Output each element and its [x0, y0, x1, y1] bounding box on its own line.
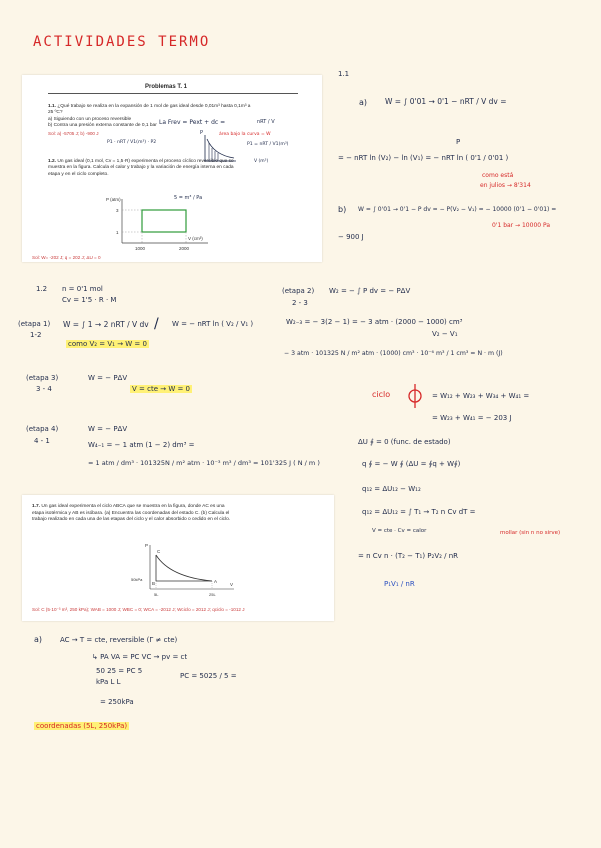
etapa-2-line: W₂₋₃ = − 3(2 − 1) = − 3 atm · (2000 − 1000) cm³ — [286, 318, 463, 326]
note-1-1-a-line2: = − nRT ln (V₂) − ln (V₁) = − nRT ln ( 0'1 / 0'01 ) — [338, 154, 509, 162]
q12-note: mollar (sin n no sirve) — [500, 530, 561, 536]
axis-v: V — [230, 582, 234, 587]
label-c: C — [157, 549, 161, 554]
solution-1-2: Sol: W= -202 J; q = 202 J; ΔU = 0 — [32, 255, 101, 260]
note-1-1-a-label: a) — [359, 98, 368, 107]
note-1-1-a-note2: en julios → 8'314 — [480, 182, 531, 189]
tick-3: 3 — [116, 208, 119, 213]
etapa-3-range: 3 - 4 — [36, 385, 52, 393]
q12-line: q₁₂ = ΔU₁₂ − W₁₂ — [362, 485, 421, 493]
annotation-pv: P — [200, 130, 204, 136]
pv-cycle-chart — [104, 195, 214, 255]
note-1-1-a-note1: como está — [482, 172, 514, 179]
etapa-4-line2: = 1 atm / dm³ · 101325N / m² atm · 10⁻³ m³ / dm³ = 101'325 J ( N / m ) — [88, 459, 320, 467]
etapa-2-expr: W₂ = − ∫ P dv = − PΔV — [329, 287, 411, 295]
problem-1-1: 1.1. ¿Qué trabajo se realiza en la expansión de 1 mol de gas ideal desde 0,01m³ hasta 0,1m³ a 25 ºC? a) Siguiendo con un proceso reversible b) Contra una presión externa constante de 0,1 bar — [48, 104, 251, 128]
label-25l: 25L — [209, 592, 216, 597]
axis-p-label: P (atm) — [106, 197, 121, 202]
tick-2000: 2000 — [179, 246, 190, 251]
sheet-heading: Problemas T. 1 — [145, 84, 188, 90]
label-50kpa: 50kPa — [131, 577, 143, 582]
note-1-7-answer: coordenadas (5L, 250kPa) — [36, 722, 128, 730]
cycle-integral-icon — [404, 382, 426, 410]
heading-rule — [48, 93, 298, 94]
note-1-2-n: n = 0'1 mol — [62, 285, 103, 293]
etapa-4-label: (etapa 4) — [26, 425, 59, 433]
etapa-3-expr: W = − PΔV — [88, 374, 128, 382]
note-1-2-label: 1.2 — [36, 285, 48, 293]
etapa-1-note: como V₂ = V₁ → W = 0 — [68, 340, 147, 348]
problem-sheet-2 — [22, 495, 334, 621]
note-1-7-line2: ↳ PA VA = PC VC → pv = ct — [92, 653, 188, 661]
q12-line2: q₁₂ = ΔU₁₂ = ∫ T₁ → T₂ n Cv dT = — [362, 508, 476, 516]
q12-sub: V = cte · Cv = calor — [372, 528, 427, 534]
label-a: A — [214, 579, 218, 584]
etapa-4-line: W₄₋₁ = − 1 atm (1 − 2) dm³ = — [88, 441, 195, 449]
q12-frac: P₁V₁ / nR — [384, 580, 415, 588]
note-1-1-a-expr: W = ∫ 0'01 → 0'1 − nRT / V dv = — [385, 97, 507, 106]
note-1-1-b-expr: W = ∫ 0'01 → 0'1 − P dv = − P(V₂ − V₁) = − 10000 (0'1 − 0'01) = — [358, 206, 557, 213]
etapa-4-expr: W = − PΔV — [88, 425, 128, 433]
tick-1000: 1000 — [135, 246, 146, 251]
label-b: B — [152, 581, 156, 586]
etapa-3-label: (etapa 3) — [26, 374, 59, 382]
etapa-1-range: 1-2 — [30, 331, 42, 339]
etapa-1-expr: W = ∫ 1 → 2 nRT / V dv — [63, 320, 149, 329]
annotation-wrev: La Frev = Pext + dc = — [159, 119, 226, 126]
solution-1-7: Sol: C (5·10⁻³ m³, 250 kPa); WAB = 1000 J; WBC = 0; WCA = -2012 J; Wciclo = 2012 J; qciclo = -1012 J — [32, 607, 245, 612]
solution-1-1: Sol: a) -5705 J; b) -900 J — [48, 131, 99, 136]
cycle-rect — [142, 210, 186, 232]
isotherm-ac — [156, 555, 212, 581]
note-1-1-label: 1.1 — [338, 70, 350, 78]
note-1-1-b-label: b) — [338, 205, 347, 214]
note-1-1-p: P — [456, 138, 461, 146]
note-1-7-line1: AC → T = cte, reversible (Γ ≠ cte) — [60, 636, 178, 644]
annotation-v: V (m³) — [254, 159, 269, 164]
annotation-sketch — [200, 131, 240, 165]
q12-line3: = n Cv n · (T₂ − T₁) P₂V₂ / nR — [358, 552, 459, 560]
note-1-7-line4: kPa L L — [96, 678, 121, 686]
problem-1-7: 1.7. Un gas ideal experimenta el ciclo ABCA que se muestra en la figura, donde AC es una etapa isotérmica y AB es isóbara. (a) Encuentra las coordenadas del estado C. (b) Calcula el trabajo realizado en cada una de las etapas del ciclo y el calor absorbido o cedido en el ciclo. — [32, 504, 231, 522]
etapa-1-slash: / — [154, 316, 159, 332]
du-line: ΔU ∮ = 0 (func. de estado) — [358, 438, 451, 446]
annotation-unit: 5 = m³ / Pa — [174, 195, 203, 201]
axis-p: P — [145, 543, 149, 548]
note-1-7-line3: 50 25 = PC 5 — [96, 667, 143, 675]
abca-cycle-chart — [130, 541, 240, 599]
etapa-4-range: 4 - 1 — [34, 437, 50, 445]
note-1-7-a-label: a) — [34, 635, 43, 644]
label-5l: 5L — [154, 592, 159, 597]
etapa-1-expr2: W = − nRT ln ( V₂ / V₁ ) — [172, 320, 254, 328]
etapa-2-line2: − 3 atm · 101325 N / m² atm · (1000) cm³ · 10⁻⁶ m³ / 1 cm³ = N · m (J) — [284, 350, 503, 357]
etapa-3-note: V = cte → W = 0 — [132, 385, 191, 393]
annotation-p1-rhs: P1 = nRT / V1(m³) — [247, 142, 289, 147]
note-1-1-b-unit: 0'1 bar → 10000 Pa — [492, 222, 551, 229]
note-1-1-b-result: − 900 J — [338, 233, 364, 241]
problem-1-2: 1.2. Un gas ideal (0,1 mol, Cv = 1,5·R) experimenta el proceso cíclico reversible que se muestra en la figura. Calcula el calor y trabajo y la variación de energía interna en cada etapa y en el ciclo completo. — [48, 159, 234, 177]
axis-v-label: V (cm³) — [188, 236, 203, 241]
note-1-7-line6: = 250kPa — [100, 698, 134, 706]
tick-1: 1 — [116, 230, 119, 235]
etapa-2-sub: V₂ − V₁ — [432, 330, 458, 338]
etapa-2-label: (etapa 2) — [282, 287, 315, 295]
etapa-1-label: (etapa 1) — [18, 320, 51, 328]
ciclo-label: ciclo — [372, 390, 391, 399]
note-1-2-cv: Cv = 1'5 · R · M — [62, 296, 117, 304]
annotation-area: área bajo la curva = W — [219, 132, 271, 137]
problem-sheet-1 — [22, 75, 322, 262]
ciclo-line: = W₁₂ + W₂₃ + W₃₄ + W₄₁ = — [432, 392, 530, 400]
annotation-nrt: nRT / V — [257, 119, 275, 125]
page-title: ACTIVIDADES TERMO — [33, 34, 211, 50]
ciclo-line2: = W₂₃ + W₄₁ = − 203 J — [432, 414, 512, 422]
note-1-7-line5: PC = 5025 / 5 = — [180, 672, 237, 680]
q-line: q ∮ = − W ∮ (ΔU = ∮q + W∮) — [362, 460, 461, 468]
annotation-p1: P1 · nRT / V1(m³) · P2 — [107, 140, 157, 145]
etapa-2-range: 2 - 3 — [292, 299, 308, 307]
